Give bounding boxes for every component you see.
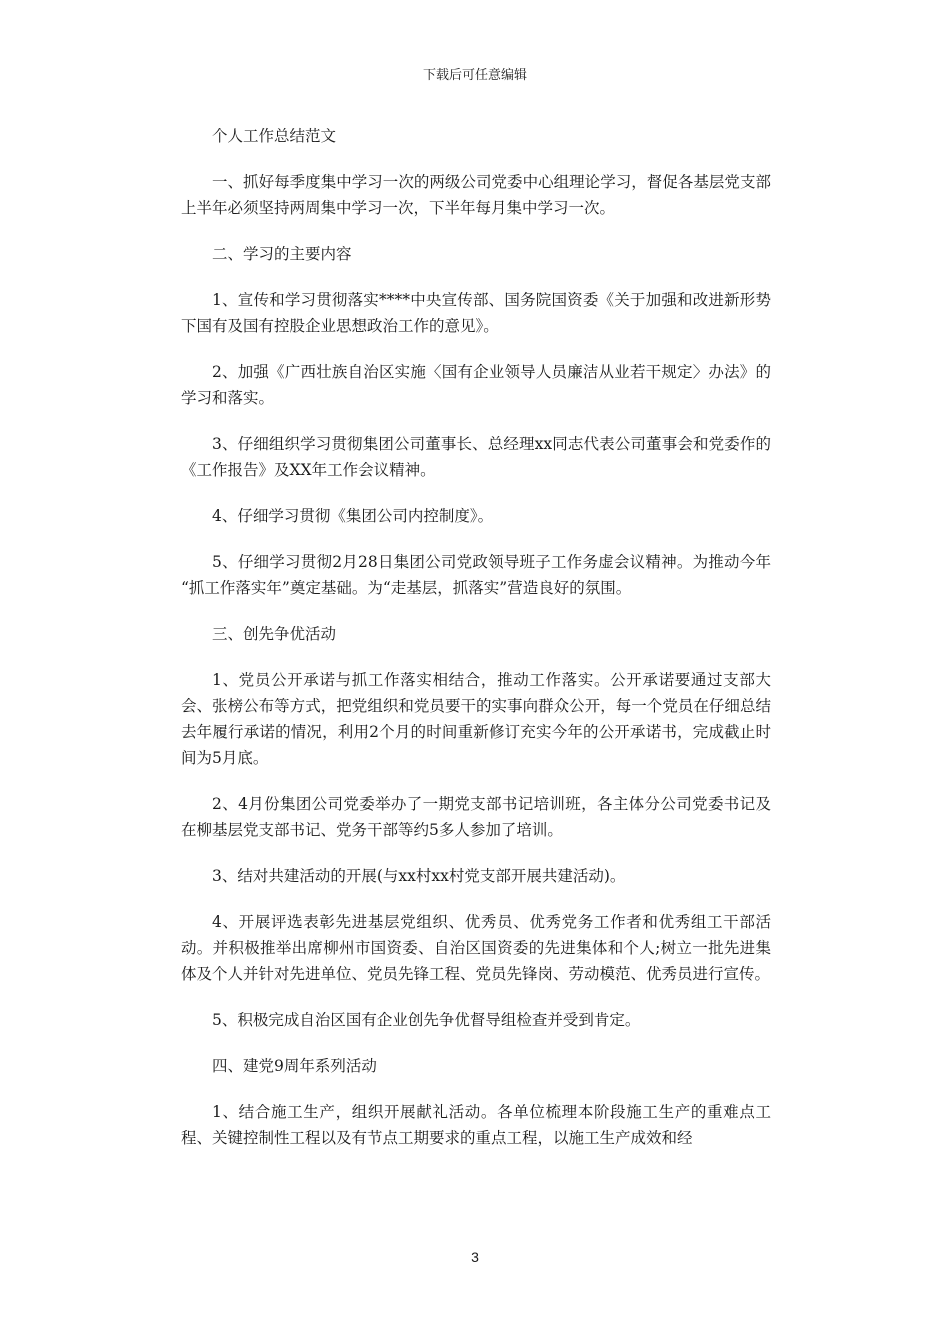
section-heading: 四、建党9周年系列活动 bbox=[212, 1057, 377, 1075]
paragraph: 1、党员公开承诺与抓工作落实相结合，推动工作落实。公开承诺要通过支部大会、张榜公布等方式，把党组织和党员要干的实事向群众公开，每一个党员在仔细总结去年履行承诺的情况，利用2个月的时间重新修订充实今年的公开承诺书，完成截止时间为5月底。 bbox=[181, 671, 771, 767]
document-body bbox=[181, 123, 771, 1171]
page-number: 3 bbox=[471, 1249, 479, 1265]
header-note: 下载后可任意编辑 bbox=[422, 68, 527, 83]
paragraph: 1、结合施工生产，组织开展献礼活动。各单位梳理本阶段施工生产的重难点工程、关键控制性工程以及有节点工期要求的重点工程，以施工生产成效和经 bbox=[181, 1103, 771, 1147]
paragraph: 3、仔细组织学习贯彻集团公司董事长、总经理xx同志代表公司董事会和党委作的《工作报告》及XX年工作会议精神。 bbox=[181, 435, 771, 479]
section-heading: 二、学习的主要内容 bbox=[212, 245, 352, 263]
paragraph: 2、加强《广西壮族自治区实施〈国有企业领导人员廉洁从业若干规定〉办法》的学习和落实。 bbox=[181, 363, 771, 407]
section-heading: 三、创先争优活动 bbox=[212, 625, 337, 643]
paragraph: 3、结对共建活动的开展(与xx村xx村党支部开展共建活动)。 bbox=[212, 867, 626, 885]
paragraph: 4、仔细学习贯彻《集团公司内控制度》。 bbox=[212, 507, 494, 525]
document-title: 个人工作总结范文 bbox=[212, 127, 337, 145]
paragraph: 1、宣传和学习贯彻落实****中央宣传部、国务院国资委《关于加强和改进新形势下国有及国有控股企业思想政治工作的意见》。 bbox=[181, 291, 771, 335]
paragraph: 4、开展评选表彰先进基层党组织、优秀员、优秀党务工作者和优秀组工干部活动。并积极推举出席柳州市国资委、自治区国资委的先进集体和个人;树立一批先进集体及个人并针对先进单位、党员先锋工程、党员先锋岗、劳动模范、优秀员进行宣传。 bbox=[181, 913, 771, 983]
paragraph: 一、抓好每季度集中学习一次的两级公司党委中心组理论学习，督促各基层党支部上半年必须坚持两周集中学习一次，下半年每月集中学习一次。 bbox=[181, 173, 771, 217]
paragraph: 5、仔细学习贯彻2月28日集团公司党政领导班子工作务虚会议精神。为推动今年 “抓工作落实年”奠定基础。为“走基层，抓落实”营造良好的氛围。 bbox=[181, 553, 771, 597]
paragraph: 5、积极完成自治区国有企业创先争优督导组检查并受到肯定。 bbox=[212, 1011, 641, 1029]
paragraph: 2、4月份集团公司党委举办了一期党支部书记培训班，各主体分公司党委书记及在柳基层党支部书记、党务干部等约5多人参加了培训。 bbox=[181, 795, 771, 839]
